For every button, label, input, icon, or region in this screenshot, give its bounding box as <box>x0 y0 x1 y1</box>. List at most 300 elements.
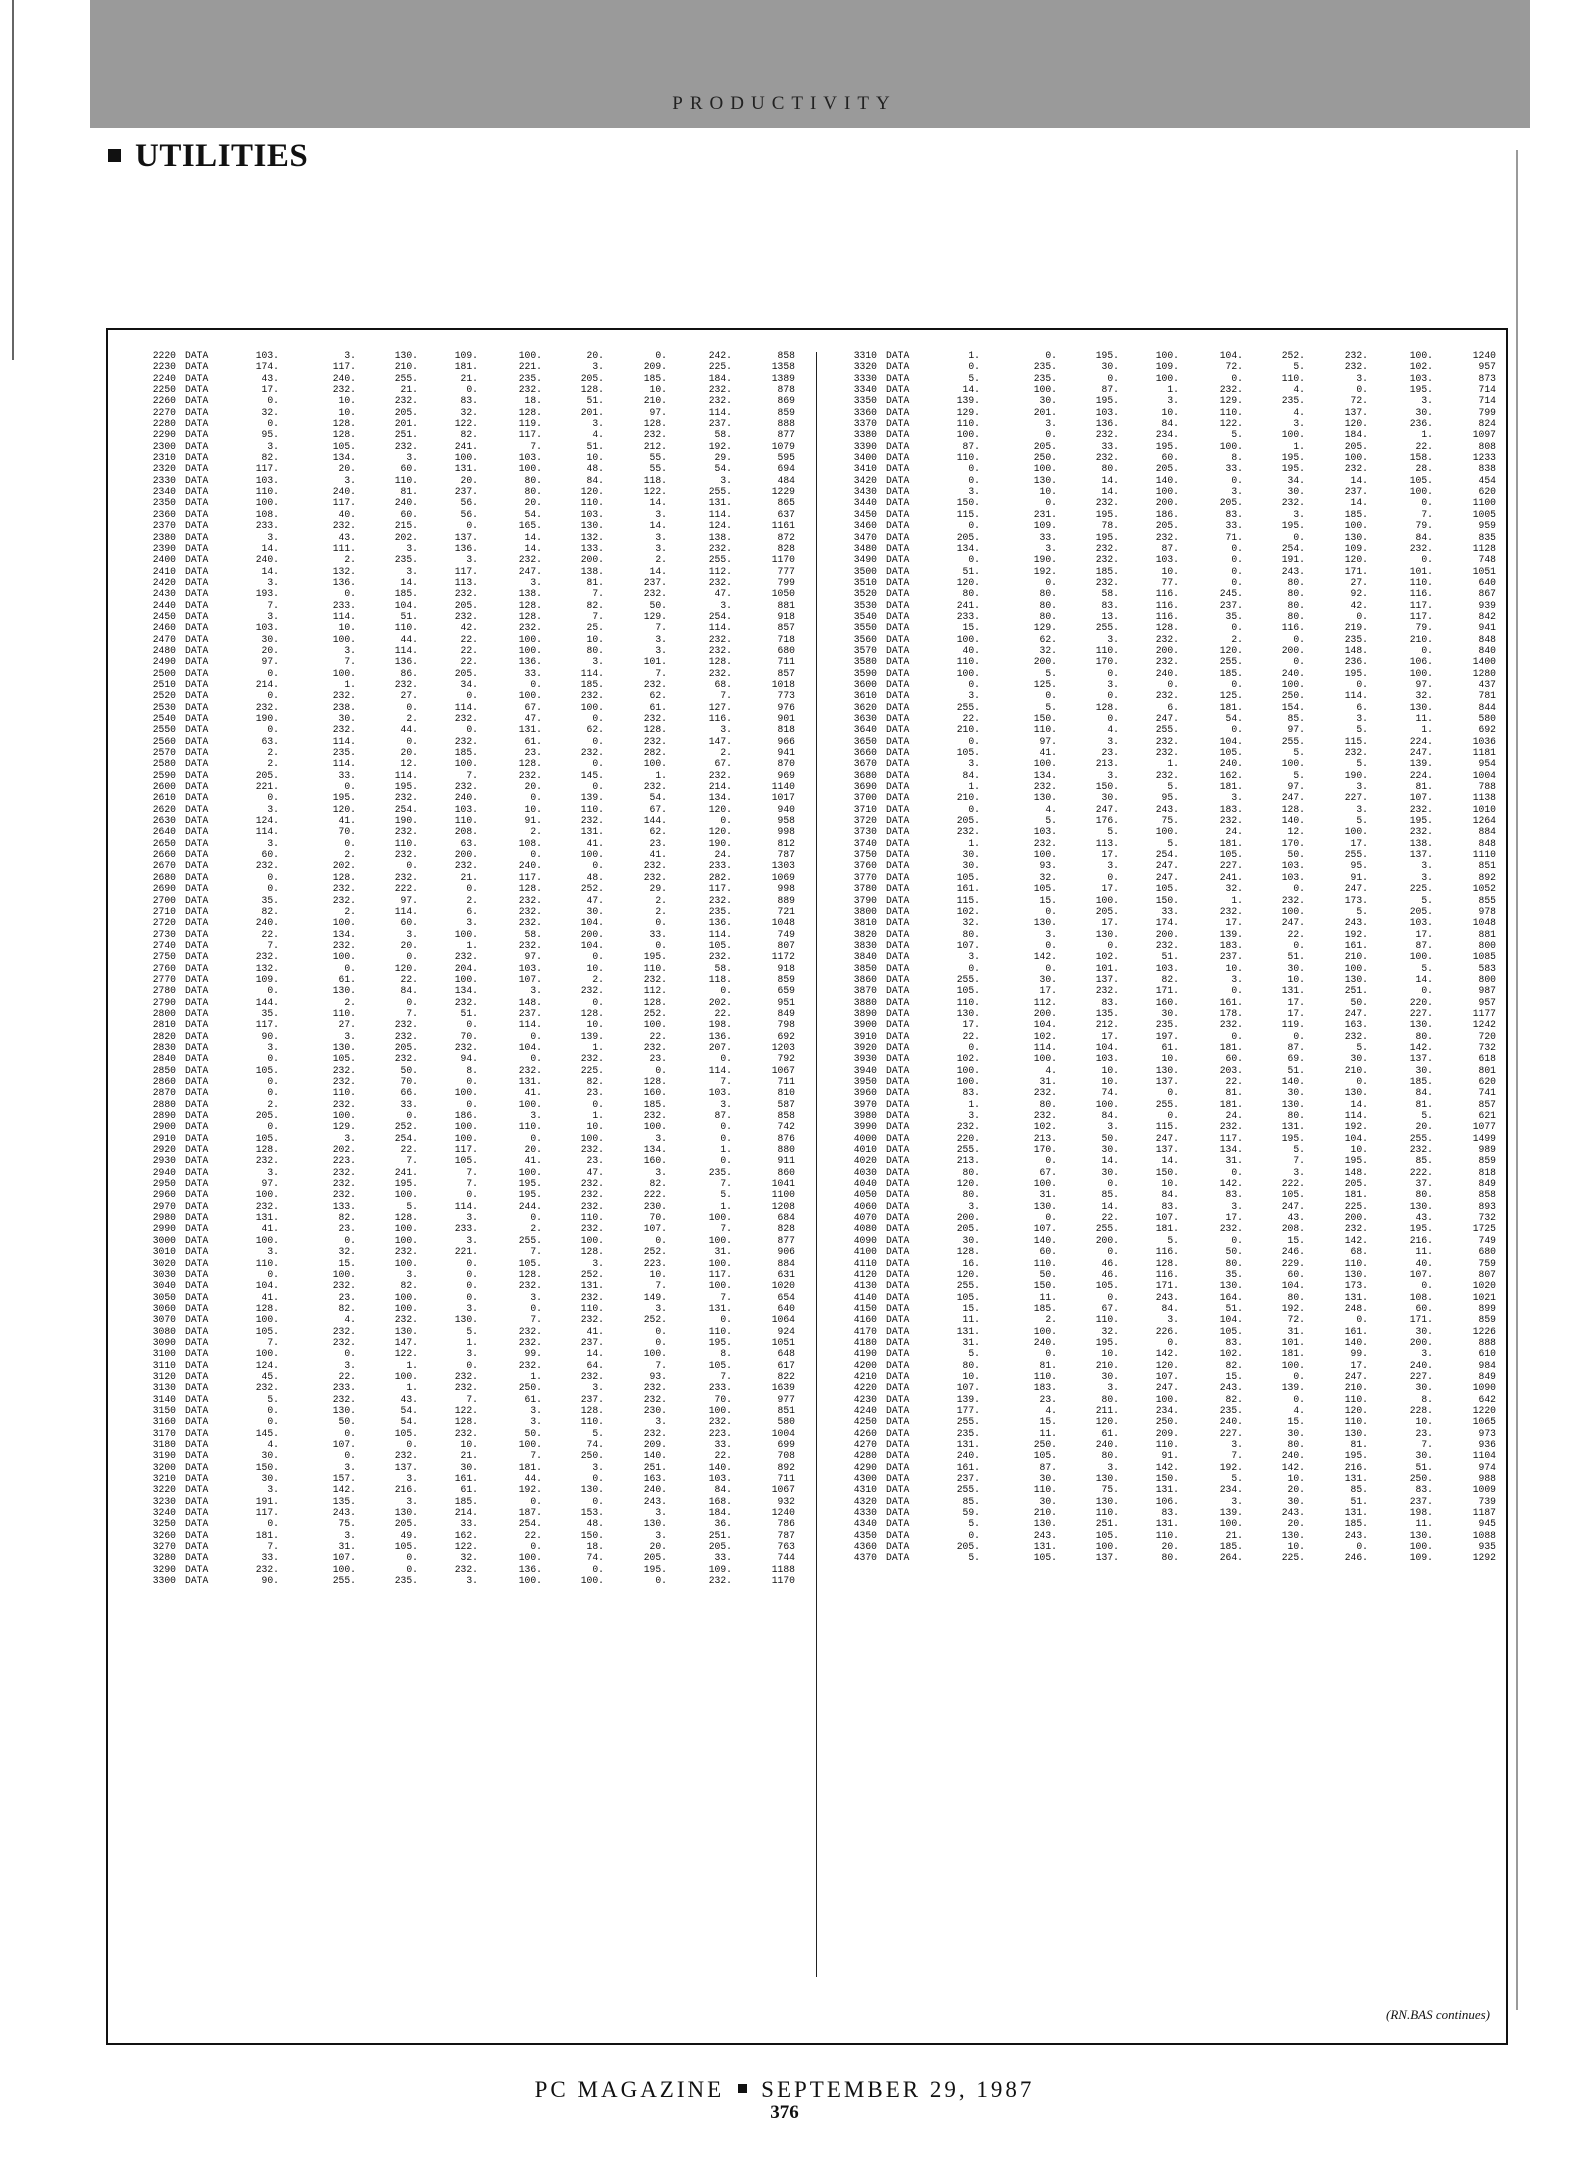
data-value: 162. <box>454 1529 478 1541</box>
checksum-value: 984 <box>1478 1359 1496 1371</box>
data-value: 7. <box>720 1291 732 1303</box>
listing-row <box>839 1065 1496 1076</box>
line-number: 4230 <box>853 1393 877 1405</box>
data-value: 117. <box>708 883 732 895</box>
data-value: 235. <box>956 1427 980 1439</box>
data-keyword: DATA <box>185 1359 209 1371</box>
data-value: 3. <box>344 644 356 656</box>
continuation-note: (RN.BAS continues) <box>1386 2007 1490 2022</box>
data-value: 33. <box>400 1098 418 1110</box>
data-value: 3. <box>968 486 980 498</box>
data-value: 0. <box>1045 1155 1057 1167</box>
data-value: 68. <box>714 678 732 690</box>
data-value: 150. <box>1033 1280 1057 1292</box>
data-value: 31. <box>1039 1189 1057 1201</box>
data-value: 3. <box>655 542 667 554</box>
checksum-value: 744 <box>777 1552 795 1564</box>
data-value: 5. <box>1045 667 1057 679</box>
data-value: 0. <box>655 1234 667 1246</box>
listing-row <box>138 1053 795 1064</box>
data-value: 191. <box>255 1495 279 1507</box>
data-value: 225. <box>580 1064 604 1076</box>
data-value: 0. <box>1045 497 1057 509</box>
data-keyword: DATA <box>886 1404 910 1416</box>
data-value: 70. <box>400 1076 418 1087</box>
data-value: 81. <box>1415 781 1433 793</box>
line-number: 4370 <box>853 1552 877 1564</box>
checksum-value: 1018 <box>771 678 795 690</box>
data-value: 0. <box>466 520 478 532</box>
data-value: 184. <box>708 372 732 384</box>
data-value: 7. <box>655 1359 667 1371</box>
data-value: 114. <box>708 406 732 418</box>
data-value: 83. <box>1415 1484 1433 1496</box>
line-number: 3970 <box>853 1098 877 1110</box>
checksum-value: 777 <box>777 565 795 577</box>
data-value: 23. <box>586 1155 604 1167</box>
data-value: 200. <box>454 849 478 861</box>
data-value: 233. <box>255 520 279 532</box>
data-value: 137. <box>1409 1053 1433 1065</box>
data-value: 232. <box>580 747 604 759</box>
data-value: 1. <box>968 837 980 849</box>
data-value: 31. <box>962 1336 980 1348</box>
data-value: 128. <box>643 724 667 736</box>
data-value: 22. <box>714 1450 732 1462</box>
listing-row <box>839 429 1496 440</box>
data-value: 0. <box>267 690 279 702</box>
data-value: 100. <box>394 1223 418 1235</box>
data-value: 4. <box>1293 1404 1305 1416</box>
data-value: 255. <box>1095 622 1119 634</box>
data-value: 0. <box>1231 622 1243 634</box>
data-keyword: DATA <box>886 667 910 679</box>
data-value: 185. <box>643 372 667 384</box>
data-keyword: DATA <box>886 815 910 827</box>
checksum-value: 637 <box>777 508 795 520</box>
checksum-value: 872 <box>777 531 795 543</box>
data-value: 70. <box>338 826 356 838</box>
listing-row <box>839 634 1496 645</box>
data-value: 232. <box>1033 1087 1057 1099</box>
data-value: 63. <box>460 837 478 849</box>
data-value: 80. <box>1287 576 1305 588</box>
line-number: 3740 <box>853 837 877 849</box>
data-value: 232. <box>643 678 667 690</box>
data-value: 50. <box>1350 996 1368 1008</box>
data-value: 117. <box>255 463 279 475</box>
data-value: 235. <box>1219 1404 1243 1416</box>
data-keyword: DATA <box>185 1007 209 1019</box>
data-value: 10. <box>649 1268 667 1280</box>
data-value: 140. <box>1344 1336 1368 1348</box>
data-value: 138. <box>1409 837 1433 849</box>
line-number: 3100 <box>152 1348 176 1360</box>
data-value: 30. <box>1415 1450 1433 1462</box>
data-value: 100. <box>956 429 980 441</box>
data-value: 0. <box>592 713 604 724</box>
data-keyword: DATA <box>185 361 209 373</box>
data-value: 255. <box>332 1575 356 1587</box>
data-value: 2. <box>1045 1314 1057 1326</box>
data-value: 232. <box>956 826 980 838</box>
checksum-value: 840 <box>1478 644 1496 656</box>
data-keyword: DATA <box>886 644 910 656</box>
data-value: 232. <box>518 1280 542 1292</box>
data-value: 157. <box>332 1473 356 1485</box>
data-value: 129. <box>332 1121 356 1133</box>
data-value: 198. <box>1409 1507 1433 1519</box>
data-value: 0. <box>592 781 604 793</box>
data-value: 15. <box>1287 1234 1305 1246</box>
data-value: 3. <box>406 565 418 577</box>
data-value: 137. <box>1155 1144 1179 1156</box>
data-value: 5. <box>406 1200 418 1212</box>
data-value: 84. <box>1161 1302 1179 1314</box>
data-value: 183. <box>1219 803 1243 815</box>
data-value: 120. <box>1219 644 1243 656</box>
data-value: 23. <box>649 1053 667 1065</box>
checksum-value: 786 <box>777 1518 795 1530</box>
data-value: 130. <box>1033 474 1057 486</box>
data-value: 100. <box>580 1132 604 1144</box>
data-value: 5. <box>968 1552 980 1564</box>
data-value: 100. <box>708 1212 732 1224</box>
data-value: 116. <box>1409 588 1433 600</box>
listing-row <box>138 1110 795 1121</box>
data-value: 61. <box>649 701 667 713</box>
data-value: 186. <box>1155 508 1179 520</box>
data-value: 124. <box>255 815 279 827</box>
data-value: 83. <box>1225 508 1243 520</box>
data-keyword: DATA <box>185 644 209 656</box>
data-value: 200. <box>580 928 604 940</box>
checksum-value: 858 <box>777 1110 795 1122</box>
data-value: 137. <box>1344 406 1368 418</box>
checksum-value: 945 <box>1478 1518 1496 1530</box>
listing-row <box>138 1337 795 1348</box>
data-value: 100. <box>708 1234 732 1246</box>
data-keyword: DATA <box>886 452 910 464</box>
checksum-value: 742 <box>777 1121 795 1133</box>
data-value: 30. <box>1287 486 1305 498</box>
line-number: 3900 <box>853 1019 877 1031</box>
data-keyword: DATA <box>886 928 910 940</box>
data-value: 72. <box>1287 1314 1305 1326</box>
data-keyword: DATA <box>185 701 209 713</box>
checksum-value: 1104 <box>1472 1450 1496 1462</box>
line-number: 2540 <box>152 713 176 724</box>
data-keyword: DATA <box>886 497 910 509</box>
listing-row <box>839 1428 1496 1439</box>
data-keyword: DATA <box>886 1325 910 1337</box>
data-value: 255. <box>1344 849 1368 861</box>
data-value: 0. <box>720 1053 732 1065</box>
data-value: 237. <box>708 418 732 430</box>
checksum-value: 1280 <box>1472 667 1496 679</box>
data-value: 100. <box>332 1110 356 1122</box>
data-value: 138. <box>708 531 732 543</box>
data-value: 197. <box>1155 1030 1179 1042</box>
data-value: 195. <box>394 1178 418 1190</box>
data-value: 200. <box>1344 1212 1368 1224</box>
data-value: 139. <box>1219 928 1243 940</box>
line-number: 3160 <box>152 1416 176 1428</box>
data-value: 13. <box>1101 610 1119 622</box>
data-value: 110. <box>1409 576 1433 588</box>
listing-row <box>839 963 1496 974</box>
data-keyword: DATA <box>185 962 209 974</box>
data-keyword: DATA <box>886 1302 910 1314</box>
data-value: 87. <box>714 1110 732 1122</box>
data-value: 0. <box>968 554 980 566</box>
data-value: 7. <box>530 440 542 452</box>
data-value: 0. <box>530 1302 542 1314</box>
data-value: 22. <box>460 633 478 645</box>
data-value: 150. <box>1155 1166 1179 1178</box>
listing-row <box>839 1133 1496 1144</box>
data-value: 58. <box>714 962 732 974</box>
data-value: 0. <box>466 1189 478 1201</box>
data-keyword: DATA <box>886 1484 910 1496</box>
data-value: 136. <box>518 656 542 668</box>
data-value: 128. <box>580 1404 604 1416</box>
listing-row <box>839 418 1496 429</box>
data-value: 222. <box>643 1189 667 1201</box>
data-value: 100. <box>1033 758 1057 770</box>
data-value: 77. <box>1161 576 1179 588</box>
data-value: 2. <box>344 849 356 861</box>
data-value: 3. <box>1107 735 1119 747</box>
data-value: 15. <box>962 622 980 634</box>
data-value: 100. <box>1344 452 1368 464</box>
data-value: 21. <box>460 1450 478 1462</box>
data-value: 3. <box>1107 1461 1119 1473</box>
data-keyword: DATA <box>185 1223 209 1235</box>
data-value: 43. <box>338 531 356 543</box>
data-value: 100. <box>454 973 478 985</box>
data-keyword: DATA <box>185 1132 209 1144</box>
data-value: 22. <box>400 973 418 985</box>
data-keyword: DATA <box>886 554 910 566</box>
data-value: 161. <box>454 1473 478 1485</box>
data-value: 128. <box>255 1302 279 1314</box>
data-value: 80. <box>524 474 542 486</box>
data-value: 232. <box>580 1144 604 1156</box>
data-value: 3. <box>530 1416 542 1428</box>
data-value: 232. <box>708 667 732 679</box>
data-keyword: DATA <box>185 1076 209 1087</box>
listing-row <box>839 1326 1496 1337</box>
data-value: 3. <box>1231 973 1243 985</box>
data-value: 232. <box>1033 837 1057 849</box>
line-number: 3230 <box>152 1495 176 1507</box>
data-keyword: DATA <box>886 1495 910 1507</box>
data-value: 211. <box>1095 1404 1119 1416</box>
data-value: 3. <box>1045 928 1057 940</box>
data-value: 41. <box>524 1155 542 1167</box>
data-value: 148. <box>1344 644 1368 656</box>
data-value: 168. <box>708 1495 732 1507</box>
data-value: 7. <box>406 1155 418 1167</box>
checksum-value: 763 <box>777 1541 795 1553</box>
data-value: 232. <box>643 973 667 985</box>
data-value: 100. <box>454 1087 478 1099</box>
checksum-value: 1048 <box>1472 917 1496 929</box>
data-value: 225. <box>708 361 732 373</box>
checksum-value: 911 <box>777 1155 795 1167</box>
listing-row <box>138 1189 795 1200</box>
data-value: 200. <box>956 1212 980 1224</box>
data-keyword: DATA <box>185 1166 209 1178</box>
data-value: 14. <box>261 565 279 577</box>
listing-row <box>839 1405 1496 1416</box>
data-value: 208. <box>1281 1223 1305 1235</box>
data-value: 54. <box>714 463 732 475</box>
data-value: 198. <box>708 1019 732 1031</box>
data-value: 223. <box>708 1427 732 1439</box>
data-value: 195. <box>1095 350 1119 361</box>
data-value: 232. <box>332 1178 356 1190</box>
listing-row <box>839 826 1496 837</box>
data-value: 100. <box>1033 1178 1057 1190</box>
data-value: 10. <box>1161 1053 1179 1065</box>
data-value: 140. <box>1281 815 1305 827</box>
data-keyword: DATA <box>886 894 910 906</box>
data-keyword: DATA <box>185 406 209 418</box>
data-value: 3. <box>720 599 732 611</box>
data-value: 109. <box>1344 542 1368 554</box>
data-value: 0. <box>968 1529 980 1541</box>
data-value: 241. <box>394 1166 418 1178</box>
data-value: 1. <box>466 1336 478 1348</box>
data-keyword: DATA <box>886 474 910 486</box>
data-value: 32. <box>962 917 980 929</box>
data-value: 100. <box>1033 1053 1057 1065</box>
listing-row <box>839 1394 1496 1405</box>
data-keyword: DATA <box>185 1461 209 1473</box>
listing-row <box>138 554 795 565</box>
data-value: 118. <box>708 973 732 985</box>
data-value: 205. <box>643 1552 667 1564</box>
data-value: 128. <box>332 429 356 441</box>
data-value: 5. <box>968 372 980 384</box>
checksum-value: 859 <box>777 406 795 418</box>
data-value: 195. <box>518 1189 542 1201</box>
data-keyword: DATA <box>185 1336 209 1348</box>
data-value: 232. <box>1219 384 1243 396</box>
data-keyword: DATA <box>886 395 910 407</box>
data-value: 97. <box>261 1178 279 1190</box>
data-value: 130. <box>1409 1529 1433 1541</box>
data-value: 117. <box>708 1268 732 1280</box>
data-keyword: DATA <box>185 1234 209 1246</box>
data-value: 232. <box>518 622 542 634</box>
data-value: 192. <box>708 440 732 452</box>
data-value: 5. <box>1293 769 1305 781</box>
data-value: 7. <box>406 1007 418 1019</box>
data-value: 245. <box>1219 588 1243 600</box>
data-value: 0. <box>466 724 478 736</box>
data-value: 70. <box>649 1212 667 1224</box>
data-value: 213. <box>1095 758 1119 770</box>
data-value: 142. <box>1155 1348 1179 1360</box>
data-value: 14. <box>649 565 667 577</box>
data-value: 0. <box>344 1427 356 1439</box>
data-value: 10. <box>338 406 356 418</box>
listing-row <box>138 1462 795 1473</box>
data-value: 0. <box>1231 576 1243 588</box>
data-value: 114. <box>332 610 356 622</box>
data-value: 81. <box>1415 1098 1433 1110</box>
checksum-value: 958 <box>777 815 795 827</box>
column-divider <box>816 352 817 1977</box>
data-value: 82. <box>1225 1393 1243 1405</box>
data-value: 107. <box>1155 1370 1179 1382</box>
data-value: 232. <box>580 1189 604 1201</box>
data-value: 104. <box>1095 1041 1119 1053</box>
line-number: 2370 <box>152 520 176 532</box>
data-value: 105. <box>1409 474 1433 486</box>
data-value: 213. <box>956 1155 980 1167</box>
data-value: 100. <box>1033 1325 1057 1337</box>
data-keyword: DATA <box>185 1302 209 1314</box>
data-value: 82. <box>1225 1359 1243 1371</box>
data-value: 100. <box>1409 667 1433 679</box>
listing-row <box>839 895 1496 906</box>
data-value: 67. <box>1101 1302 1119 1314</box>
data-value: 181. <box>1281 1348 1305 1360</box>
checksum-value: 714 <box>1478 395 1496 407</box>
data-value: 128. <box>518 406 542 418</box>
line-number: 2500 <box>152 667 176 679</box>
data-value: 3. <box>1293 1166 1305 1178</box>
checksum-value: 1172 <box>771 951 795 963</box>
data-value: 134. <box>1033 769 1057 781</box>
data-value: 30. <box>1415 1064 1433 1076</box>
listing-row <box>138 1292 795 1303</box>
data-value: 5. <box>1045 701 1057 713</box>
data-value: 90. <box>261 1575 279 1587</box>
listing-row <box>138 1382 795 1393</box>
data-value: 120. <box>332 803 356 815</box>
data-value: 233. <box>708 860 732 872</box>
data-value: 112. <box>708 565 732 577</box>
data-value: 20. <box>524 497 542 509</box>
data-value: 34. <box>1287 474 1305 486</box>
data-value: 80. <box>962 1359 980 1371</box>
data-value: 50. <box>338 1416 356 1428</box>
data-value: 227. <box>1409 1370 1433 1382</box>
line-number: 3980 <box>853 1110 877 1122</box>
data-value: 116. <box>1281 622 1305 634</box>
data-value: 130. <box>394 1325 418 1337</box>
data-value: 226. <box>1155 1325 1179 1337</box>
listing-row <box>138 872 795 883</box>
data-value: 102. <box>1033 1030 1057 1042</box>
listing-column-left <box>138 350 795 1586</box>
data-value: 125. <box>1219 690 1243 702</box>
data-value: 100. <box>255 1234 279 1246</box>
listing-row <box>839 566 1496 577</box>
data-value: 18. <box>524 395 542 407</box>
data-keyword: DATA <box>886 678 910 690</box>
data-keyword: DATA <box>886 520 910 532</box>
data-value: 205. <box>1095 905 1119 917</box>
data-value: 54. <box>1225 713 1243 724</box>
data-value: 255. <box>708 486 732 498</box>
data-value: 0. <box>466 1359 478 1371</box>
